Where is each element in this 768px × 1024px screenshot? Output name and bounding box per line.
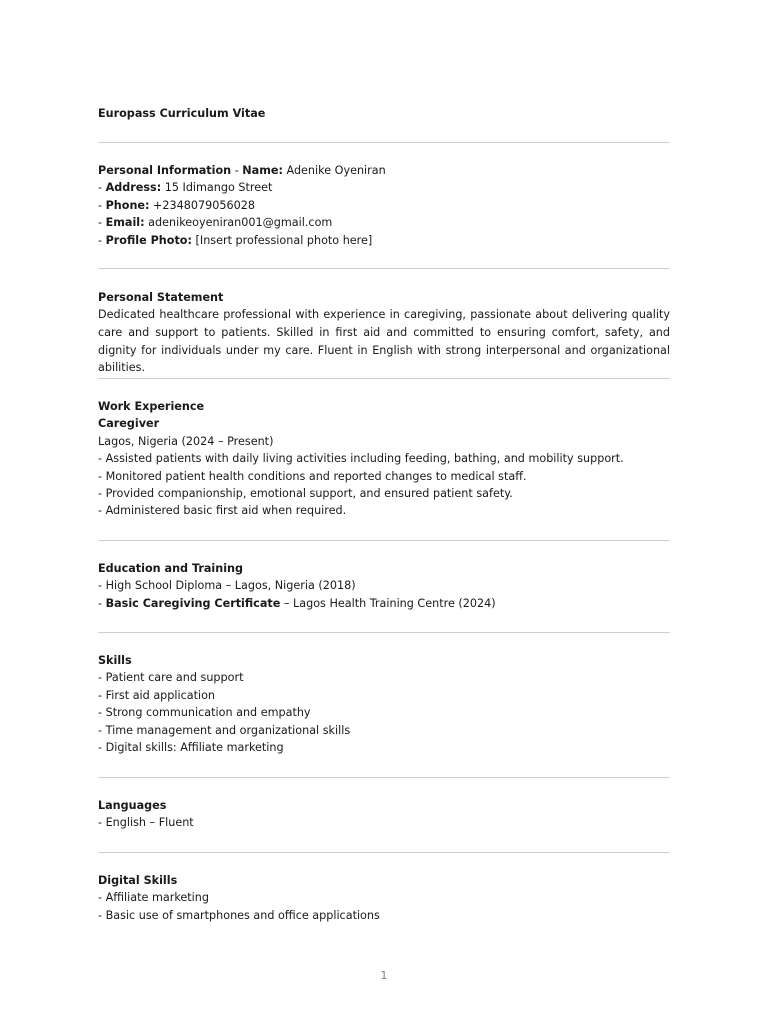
phone-label: Phone: [105,198,150,212]
certificate-name: Basic Caregiving Certificate [105,596,281,610]
email-value: adenikeoyeniran001@gmail.com [144,216,333,230]
certificate-detail: – Lagos Health Training Centre (2024) [280,596,496,610]
digital-skills-heading: Digital Skills [98,874,178,887]
photo-line: - Profile Photo: [Insert professional photo here] [98,233,373,247]
page-number: 1 [380,970,388,982]
address-value: 15 Idimango Street [161,181,273,195]
section-divider [98,852,670,853]
list-item: - Assisted patients with daily living activities including feeding, bathing, and mobility support. [98,452,624,466]
personal-statement-heading: Personal Statement [98,291,224,304]
section-divider [98,540,670,541]
job-location: Lagos, Nigeria (2024 – Present) [98,434,274,448]
skills-section [98,652,670,756]
list-item: - Administered basic first aid when required. [98,504,347,518]
education-section [98,560,670,612]
name-label: Name: [242,164,283,177]
personal-information-section [98,162,670,249]
list-item: - First aid application [98,688,216,702]
personal-statement-text: Dedicated healthcare professional with experience in caregiving, passionate about delivering quality care and support to patients. Skilled in first aid and committed to ensuring comfort, safety, and dignity for individuals under my care. Fluent in English with strong interpersonal and organizational abilities. [98,308,670,375]
list-item: - Monitored patient health conditions and reported changes to medical staff. [98,469,527,483]
work-experience-heading: Work Experience [98,400,205,413]
list-item: - Time management and organizational skills [98,723,351,737]
section-divider [98,632,670,633]
section-divider [98,268,670,269]
personal-name-line [98,162,670,179]
list-item: - High School Diploma – Lagos, Nigeria (2018) [98,579,356,593]
languages-heading: Languages [98,799,167,812]
list-item: - Provided companionship, emotional support, and ensured patient safety. [98,487,513,501]
list-item: - Affiliate marketing [98,891,209,905]
address-label: Address: [105,181,162,195]
separator: - [231,164,243,177]
address-line: - Address: 15 Idimango Street [98,181,273,195]
personal-information-heading: Personal Information [98,164,232,177]
list-dash: - [98,596,106,610]
digital-skills-section [98,872,670,924]
list-item [98,595,670,612]
list-item: - Basic use of smartphones and office applications [98,908,380,922]
job-role: Caregiver [98,417,160,431]
personal-statement-section [98,289,670,377]
email-label: Email: [105,216,145,230]
section-divider [98,378,670,379]
list-item: - English – Fluent [98,816,194,830]
document-title: Europass Curriculum Vitae [98,107,266,120]
languages-section [98,797,670,832]
skills-heading: Skills [98,654,132,667]
phone-value: +2348079056028 [149,198,255,212]
name-value: Adenike Oyeniran [282,164,386,177]
work-experience-section [98,398,670,520]
photo-label: Profile Photo: [105,233,192,247]
list-item: - Patient care and support [98,671,244,685]
list-item: - Digital skills: Affiliate marketing [98,741,284,755]
email-line: - Email: adenikeoyeniran001@gmail.com [98,216,333,230]
education-heading: Education and Training [98,562,244,575]
list-item: - Strong communication and empathy [98,706,311,720]
photo-value: [Insert professional photo here] [191,233,373,247]
section-divider [98,142,670,143]
section-divider [98,777,670,778]
phone-line: - Phone: +2348079056028 [98,198,255,212]
